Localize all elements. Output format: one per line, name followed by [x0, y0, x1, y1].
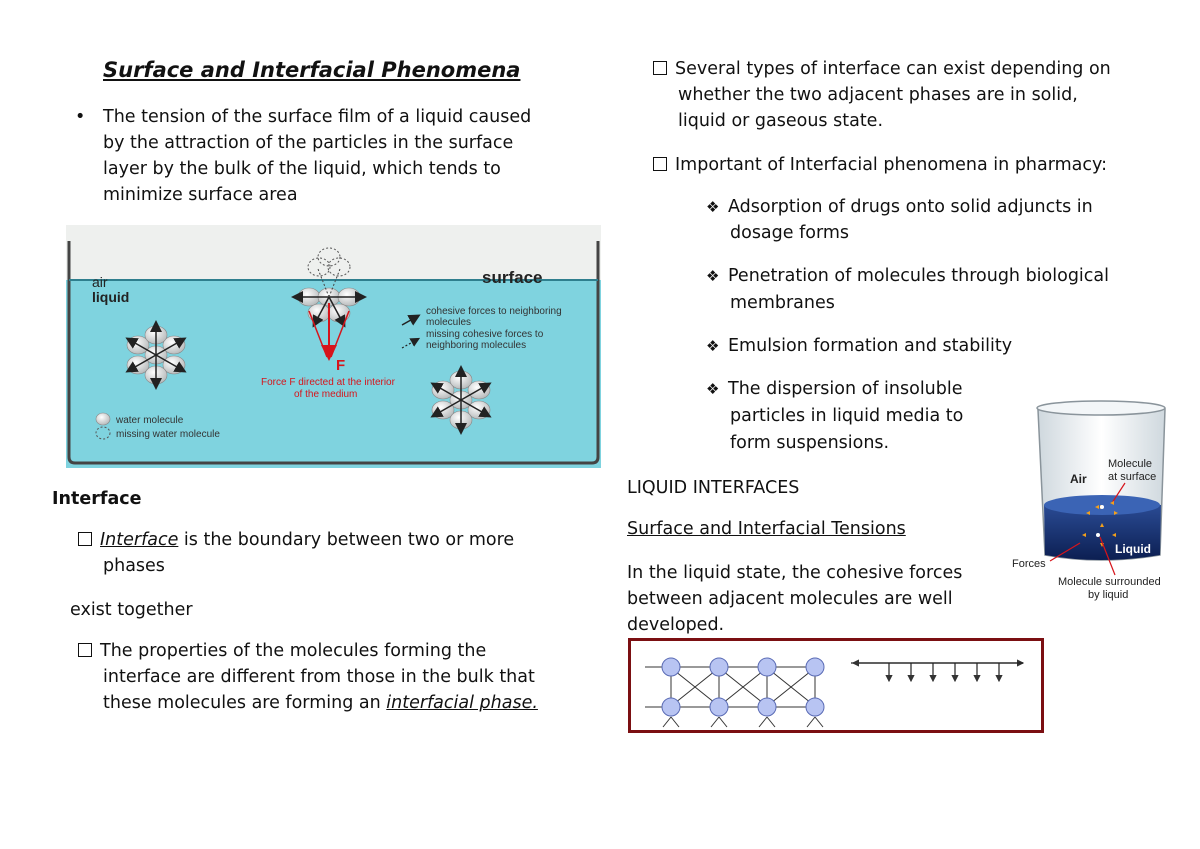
definition-paragraph — [103, 104, 531, 208]
cohesive-lattice-diagram — [631, 641, 1041, 730]
section-heading-interface: Interface — [52, 489, 142, 509]
surface-tension-diagram — [66, 225, 601, 468]
item-text: Emulsion formation and stability — [728, 336, 1013, 356]
item-text: The dispersion of insoluble — [728, 379, 963, 399]
properties-line: interface are different from those in the bulk that — [103, 667, 535, 687]
legend-missing-water: missing water molecule — [116, 429, 220, 440]
legend-water: water molecule — [116, 415, 184, 426]
interfacial-phase-term: interfacial phase. — [386, 693, 538, 713]
molecule-surface-label: Molecule — [1108, 458, 1153, 470]
force-caption: of the medium — [294, 389, 358, 400]
definition-line: layer by the bulk of the liquid, which tends to — [103, 159, 501, 179]
beaker-rim — [1037, 401, 1165, 415]
interface-term: Interface — [100, 530, 179, 550]
bullet-dot: • — [75, 107, 86, 127]
liquid-label: Liquid — [1115, 542, 1151, 556]
bulk-molecule-dot — [1096, 533, 1100, 537]
diamond-bullet-icon: ❖ — [706, 337, 720, 355]
surface-label: surface — [482, 268, 543, 287]
liquid-label: liquid — [92, 289, 130, 305]
air-label: Air — [1070, 472, 1087, 486]
item-text: Adsorption of drugs onto solid adjuncts in — [728, 197, 1093, 217]
pharmacy-item-4-line3: form suspensions. — [730, 433, 890, 453]
interface-def-text: is the boundary between two or more — [178, 530, 515, 550]
surrounded-label: by liquid — [1088, 589, 1129, 601]
air-label: air — [92, 274, 108, 290]
checkbox-bullet-icon — [78, 532, 92, 546]
pharmacy-item-1 — [706, 194, 1093, 220]
cohesive-lattice-figure — [628, 638, 1044, 733]
interface-types-line: Several types of interface can exist depending on — [675, 59, 1111, 79]
checkbox-bullet-icon — [78, 643, 92, 657]
legend-cohesive: molecules — [426, 317, 472, 328]
pharmacy-item-2 — [706, 263, 1109, 289]
interface-types-line: liquid or gaseous state. — [678, 111, 884, 131]
importance-heading: Important of Interfacial phenomena in pharmacy: — [675, 155, 1107, 175]
force-label: F — [336, 357, 346, 374]
properties-line — [103, 690, 538, 716]
properties-line: The properties of the molecules forming the — [100, 641, 487, 661]
liquid-interfaces-heading: LIQUID INTERFACES — [627, 478, 800, 498]
properties-paragraph — [78, 638, 486, 664]
interface-def-line2: phases — [103, 556, 165, 576]
properties-prefix: these molecules are forming an — [103, 693, 387, 713]
interface-types-item — [653, 56, 1111, 82]
pharmacy-item-1-line2: dosage forms — [730, 223, 850, 243]
definition-line: by the attraction of the particles in the surface — [103, 133, 514, 153]
item-text: Penetration of molecules through biological — [728, 266, 1110, 286]
forces-label: Forces — [1012, 558, 1046, 570]
surface-tension-figure — [66, 225, 601, 468]
legend-missing: neighboring molecules — [426, 340, 527, 351]
beaker-diagram — [1000, 395, 1190, 610]
surrounded-label: Molecule surrounded — [1058, 576, 1161, 588]
paragraph-line: between adjacent molecules are well — [627, 589, 953, 609]
paragraph-line: developed. — [627, 615, 725, 635]
liquid-state-paragraph — [627, 560, 962, 638]
definition-line: minimize surface area — [103, 185, 298, 205]
pharmacy-item-3 — [706, 333, 1012, 359]
diamond-bullet-icon: ❖ — [706, 380, 720, 398]
water-molecule-icon — [96, 413, 110, 425]
checkbox-bullet-icon — [653, 157, 667, 171]
pharmacy-item-4-line2: particles in liquid media to — [730, 406, 964, 426]
molecule-surface-label: at surface — [1108, 471, 1157, 483]
force-caption: Force F directed at the interior — [261, 377, 395, 388]
diamond-bullet-icon: ❖ — [706, 198, 720, 216]
checkbox-bullet-icon — [653, 61, 667, 75]
surface-tension-arrows — [851, 663, 1023, 681]
definition-line: The tension of the surface film of a liquid caused — [103, 107, 532, 127]
beaker-figure — [1000, 395, 1190, 610]
importance-item — [653, 152, 1107, 178]
exist-together-text: exist together — [70, 600, 193, 620]
tensions-subheading: Surface and Interfacial Tensions — [627, 519, 906, 539]
legend-cohesive: cohesive forces to neighboring — [426, 306, 562, 317]
pharmacy-item-2-line2: membranes — [730, 293, 835, 313]
surface-molecule-dot — [1100, 505, 1104, 509]
paragraph-line: In the liquid state, the cohesive forces — [627, 563, 963, 583]
diamond-bullet-icon: ❖ — [706, 267, 720, 285]
legend-missing: missing cohesive forces to — [426, 329, 544, 340]
pharmacy-item-4 — [706, 376, 963, 402]
page-title: Surface and Interfacial Phenomena — [103, 58, 521, 82]
interface-definition — [78, 527, 514, 553]
interface-types-line: whether the two adjacent phases are in solid, — [678, 85, 1078, 105]
